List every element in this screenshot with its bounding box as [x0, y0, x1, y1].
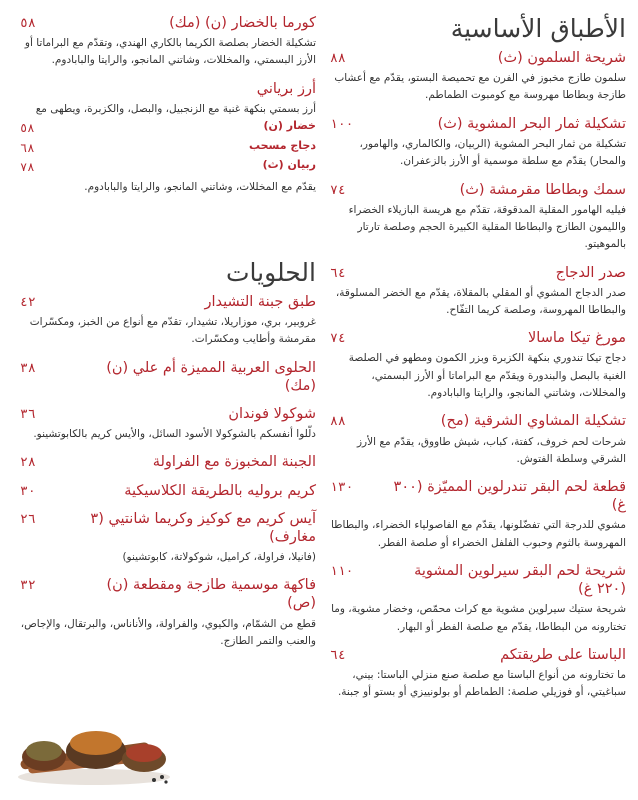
desserts-column — [20, 0, 316, 660]
menu-item-price: ٢٦ — [20, 511, 36, 527]
option-label: خضار (ن) — [263, 119, 316, 133]
desserts-list — [20, 293, 316, 650]
main-courses-title: الأطباق الأساسية — [450, 14, 626, 43]
menu-item-price: ٣٢ — [20, 578, 36, 594]
menu-item-header — [20, 405, 316, 423]
menu-item — [20, 482, 316, 500]
menu-item-header — [20, 359, 316, 395]
spices-image — [14, 711, 174, 786]
menu-item-price: ٣٨ — [20, 360, 36, 376]
menu-item — [20, 510, 316, 567]
menu-item-description: فيليه الهامور المقلية المدقوقة، تقدّم مع هريسة البازيلاء الخضراء والليمون الطازج والبطاطا المقلية الكبيرة الحجم وصلصة تارتار بالموهيتو. — [348, 203, 626, 251]
menu-item-name: كريم بروليه بالطريقة الكلاسيكية — [124, 482, 316, 499]
menu-item-description: دجاج تيكا تندوري بنكهة الكزبرة وبزر الكمون ومطهو في الصلصة الغنية بالبصل والبندورة ويقدّم مع البراماتا أو الأرز البسمتي، والمخللات، وشاتني المانجو، والرايتا والبابادوم. — [348, 352, 626, 400]
menu-item-description: شرحات لحم خروف، كفتة، كباب، شيش طاووق، يقدّم مع الأرز الشرقي وسلطة الفتوش. — [356, 435, 626, 465]
menu-item-price: ٦٤ — [330, 265, 346, 281]
menu-item-description: سلمون طازج مخبوز في الفرن مع تحميصة البستو، يقدّم مع أعشاب طازجة وبطاطا مهروسة مع كومبوت الطماطم. — [334, 72, 626, 102]
menu-item-price: ٦٤ — [330, 647, 346, 663]
menu-item — [330, 329, 626, 402]
menu-item-name: مورغ تيكا ماسالا — [528, 330, 626, 347]
menu-item-header — [330, 329, 626, 347]
menu-item-name: الحلوى العربية المميزة أم علي (ن) (مك) — [106, 359, 316, 394]
menu-item-name: سمك وبطاطا مقرمشة (ث) — [459, 181, 626, 198]
menu-item-price: ٤٢ — [20, 295, 36, 310]
menu-item — [330, 115, 626, 171]
menu-item — [330, 412, 626, 468]
option-price: ٦٨ — [20, 140, 35, 155]
menu-item-header — [330, 646, 626, 664]
option-price: ٧٨ — [20, 159, 35, 174]
menu-item-header — [330, 49, 626, 67]
menu-item-description: قطع من الشمّام، والكيوي، والفراولة، والأناناس، والبرتقال، والإجاص، والعنب والتمر الطازج. — [20, 617, 316, 647]
menu-item — [20, 576, 316, 650]
menu-item-name: الجبنة المخبوزة مع الفراولة — [152, 454, 316, 471]
menu-item-name: شريحة السلمون (ث) — [497, 50, 626, 66]
menu-item-price: ٣٠ — [20, 483, 36, 499]
menu-item-header — [330, 115, 626, 133]
menu-item-description: دلّلوا أنفسكم بالشوكولا الأسود السائل، والأيس كريم بالكابوتشينو. — [33, 428, 316, 441]
menu-item — [20, 405, 316, 443]
menu-item-header — [330, 181, 626, 199]
menu-item-description: (فانيلا، فراولة، كراميل، شوكولاتة، كابوتشينو) — [122, 550, 316, 563]
menu-item — [330, 264, 626, 320]
menu-item-price: ٣٦ — [20, 407, 36, 422]
menu-item-price: ٧٤ — [330, 331, 346, 347]
menu-item-description: أرز بسمتي بنكهة غنية مع الزنجبيل، والبصل، والكزبرة، ويطهى مع — [35, 102, 316, 115]
menu-item-header — [20, 482, 316, 500]
menu-item-header — [20, 293, 316, 311]
menu-item-description: تشكيلة الخضار بصلصة الكريما بالكاري الهندي، وتقدّم مع البراماتا أو الأرز البسمتي، والمخللات، وشاتني المانجو، والرايتا والبابادوم. — [24, 37, 316, 67]
menu-item-note: يقدّم مع المخللات، وشاتني المانجو، والرايتا والبابادوم. — [84, 181, 316, 194]
menu-item-name: تشكيلة المشاوي الشرقية (مح) — [440, 413, 626, 430]
option-label: دجاج مسحب — [248, 138, 316, 152]
menu-item — [330, 562, 626, 636]
menu-item-name: كورما بالخضار (ن) (مك) — [169, 15, 316, 31]
menu-item-price: ١٠٠ — [330, 116, 354, 132]
menu-item-description: صدر الدجاج المشوي أو المقلي بالمقلاة، يقدّم مع الخضر المسلوقة، والبطاطا المهروسة، وصلصة كريما التفّاح. — [335, 286, 626, 316]
menu-item-price: ٢٨ — [20, 455, 36, 471]
menu-item-description: مشوي للدرجة التي تفضّلونها، يقدّم مع الفاصولياء الخضراء، والبطاطا المهروسة بالثوم وحبوب الفلفل الخضراء أو صلصة الفطر. — [330, 519, 626, 549]
menu-item-name: شريحة لحم البقر سيرلوين المشوية (٢٢٠ غ) — [414, 563, 626, 598]
menu-item-description: ما تختارونه من أنواع الباستا مع صلصة صنع منزلي الباستا: بيني، سباغيتي، أو فوزيلي صلصة: الطماطم أو بولونييزي أو بستو أو جبنة. — [337, 669, 626, 699]
menu-item-price: ٧٤ — [330, 182, 346, 198]
menu-item-header — [330, 412, 626, 430]
menu-item-name: الباستا على طريقتكم — [500, 646, 626, 663]
menu-item-description: تشكيلة من ثمار البحر المشوية (الربيان، والكالماري، والهامور، والمحار) يقدّم مع سلطة موسمية أو الأرز بالزعفران. — [359, 137, 626, 168]
main-courses-column — [330, 0, 626, 712]
menu-item — [330, 478, 626, 552]
menu-item-price: ٨٨ — [330, 51, 346, 66]
menu-item-name: صدر الدجاج — [555, 264, 626, 281]
menu-item-header — [330, 478, 626, 514]
menu-item — [20, 453, 316, 471]
menu-item-header — [20, 576, 316, 612]
menu-item-name: قطعة لحم البقر تندرلوين المميّزة (٣٠٠ غ) — [393, 479, 626, 514]
menu-item-price: ٨٨ — [330, 414, 346, 430]
menu-item-name: فاكهة موسمية طازجة ومقطعة (ن) (ص) — [106, 577, 316, 612]
menu-item-name: آيس كريم مع كوكيز وكريما شانتيي (٣ مغارف) — [90, 510, 316, 545]
option-label: ربيان (ث) — [262, 157, 316, 171]
menu-item-name: شوكولا فوندان — [228, 406, 316, 422]
menu-item — [330, 181, 626, 254]
menu-item-header — [330, 264, 626, 282]
desserts-title: الحلويات — [225, 258, 316, 287]
menu-item — [330, 646, 626, 702]
menu-item-header — [330, 562, 626, 598]
menu-item — [20, 359, 316, 395]
menu-item — [330, 49, 626, 105]
menu-item-price: ١١٠ — [330, 564, 354, 579]
menu-item-header — [20, 510, 316, 546]
menu-item-name: طبق جبنة التشيدار — [204, 294, 316, 310]
menu-item-header — [20, 453, 316, 471]
main-courses-list — [330, 49, 626, 702]
menu-item-price: ١٣٠ — [330, 480, 354, 496]
menu-item — [20, 293, 316, 349]
menu-item-description: شريحة ستيك سيرلوين مشوية مع كرات محمّص، وخضار مشوية، وما تختارونه من البطاطا، يقدّم مع صلصة الفطر أو البهار. — [331, 603, 626, 633]
menu-item-name: تشكيلة ثمار البحر المشوية (ث) — [437, 115, 626, 132]
menu-item-name: أرز برياني — [256, 80, 316, 97]
option-price: ٥٨ — [20, 121, 35, 136]
menu-item-price: ٥٨ — [20, 16, 36, 31]
menu-item-description: غروبير، بري، موزاريلا، تشيدار، تقدّم مع أنواع من الخبز، ومكسّرات مقرمشة وأطايب ومكسّرات. — [29, 316, 316, 346]
